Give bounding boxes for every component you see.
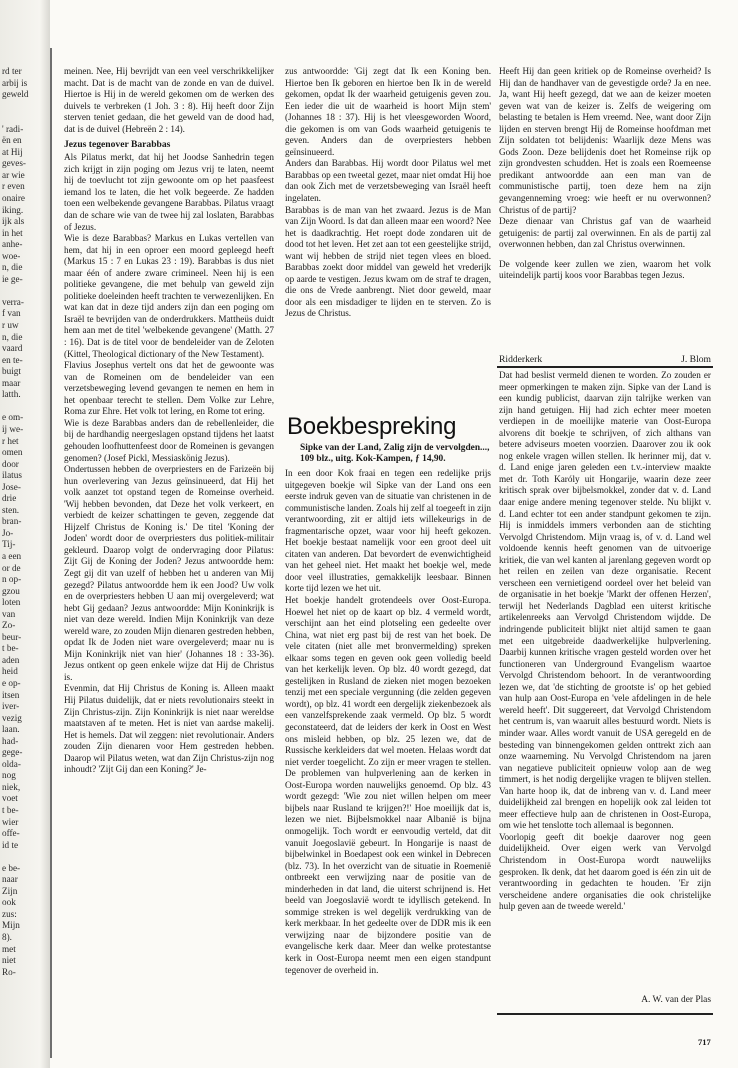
section-heading: Jezus tegenover Barabbas (64, 139, 171, 151)
margin-fragment: aden (2, 654, 20, 665)
article-column-2 (285, 66, 491, 386)
paragraph: Anders dan Barabbas. Hij wordt door Pilatus wel met Barabbas op een tweetal gezet, maar niet omdat Hij hoe dan ook Zich met de verzetsbeweging van Israël heeft ingelaten. (285, 158, 491, 204)
margin-fragment: Ro- (2, 966, 16, 977)
previous-page-fragment-column (2, 66, 48, 978)
margin-fragment: niet (2, 955, 16, 966)
margin-fragment (2, 285, 48, 297)
margin-fragment: ij we- (2, 423, 24, 434)
margin-fragment (2, 851, 48, 863)
paragraph: Ondertussen hebben de overpriesters en de Farizeën bij hun overlevering van Jezus geïnsinueerd, dat Hij het volk aanzet tot opstand tegen de Romeinse overheid. 'Wij hebben bevonden, dat Deze het volk verkeert, en verbiedt de keizer schattingen te geven, zeggende dat Hijzelf Christus de Koning is.' De titel 'Koning der Joden' wordt door de overpriesters dus politiek-militair gekleurd. Daarop volgt de ondervraging door Pilatus: Zijt Gij de Koning der Joden? Jezus antwoordde hem: Zegt gij dit van uzelf of hebben het u anderen van Mij gezegd? Pilatus antwoordde hem ik een Jood? Uw volk en de overpriesters hebben U aan mij overgeleverd; wat hebt Gij gedaan? Jezus antwoordde: Mijn Koninkrijk is niet van deze wereld. Indien Mijn Koninkrijk van deze wereld ware, zo zouden Mijn dienaren gestreden hebben, opdat Ik de Joden niet ware overgeleverd; maar nu is Mijn Koninkrijk niet van hier' (Johannes 18 : 33-36). Jezus ontkent op geen enkele wijze dat Hij de Christus is. (64, 464, 274, 682)
section-rule (497, 366, 713, 368)
margin-fragment: Zijn (2, 885, 18, 896)
margin-fragment: sten. (2, 504, 20, 515)
margin-fragment: n, die (2, 331, 23, 342)
margin-fragment (2, 112, 48, 124)
margin-fragment: ar wie (2, 169, 25, 180)
margin-fragment: 8). (2, 932, 12, 943)
margin-fragment: in het (2, 227, 23, 238)
column-divider-rule (50, 48, 52, 1058)
margin-fragment: arbij is (2, 77, 28, 88)
margin-fragment: drie (2, 493, 17, 504)
margin-fragment: ie ge- (2, 273, 23, 284)
paragraph: Voorlopig geeft dit boekje daarover nog geen duidelijkheid. Over eigen werk van Vervolgd Christendom in Oost-Europa wordt nauwelijks gesproken. Ik denk, dat het daarom goed is één zin uit de verantwoording in gedachten te houden. 'Er zijn verscheidene andere organisaties die ook christelijke hulp geven aan de tweede wereld.' (499, 831, 711, 912)
margin-fragment: Mijn (2, 920, 20, 931)
margin-fragment: r uw (2, 320, 19, 331)
margin-fragment: ijk als (2, 216, 25, 227)
paragraph: Wie is deze Barabbas? Markus en Lukas vertellen van hem, dat hij in een oproer een moord gepleegd heeft (Markus 15 : 7 en Lukas 23 : 19). Barabbas is dus niet maar één of andere zware crimineel. Neen hij is een politieke gevangene, die met behulp van geweld zijn politieke doeleinden heeft trachten te verwezenlijken. En wat kan dat in deze tijd anders zijn dan een poging om Israël te bevrijden van de onderdrukkers. Mattheüs duidt hem aan met de titel 'welbekende gevangene' (Matth. 27 : 16). Dat is de titel voor de bendeleider van de Zeloten (Kittel, Theological dictionary of the New Testament). (64, 233, 274, 359)
margin-fragment: iking. (2, 204, 24, 215)
paragraph: Dat had beslist vermeld dienen te worden. Zo zouden er meer opmerkingen te maken zijn. Sipke van der Land is een kundig publicist, daarvan zijn talrijke werken van zijn hand getuigen. Hij had zich echter meer moeten verdiepen in de moeilijke materie van Oost-Europa alvorens dit boekje te schrijven, of zich althans van betere adviseurs moeten voorzien. Daarover zou ik ook nog enkele vragen willen stellen. Ik herinner mij, dat v. d. Land enige jaren geleden een t.v.-interview maakte met dr. Toth Karóly uit Hongarije, waarin deze zeer kritisch sprak over bijbelsmokkel, zonder dat v. d. Land daar enige andere mening tegenover stelde. Nu blijkt v. d. Land echter tot een ander standpunt gekomen te zijn. Hij is inmiddels immers verbonden aan de stichting Vervolgd Christendom. Mijn vraag is, of v. d. Land wel voldoende kennis heeft genomen van de uitvoerige kritiek, die van wel kanten al jarenlang gegeven wordt op het reilen en zeilen van deze organisatie. Recent verscheen een vernietigend oordeel over het beleid van de organisatie in het boekje 'Markt der offenen Herzen', terwijl het Nederlands Dagblad een uiterst kritische artikelenreeks aan Vervolgd Christendom wijdde. De indringende publiciteit blijkt niet altijd samen te gaan met een uitgebreide daadwerkelijke hulpverlening. Daarbij kunnen kritische vragen gesteld worden over het functioneren van Underground Evangelism waartoe Vervolgd Christendom behoort. In de verantwoording lezen we, dat 'de stichting de grootste is' op het gebied van hulp aan Oost-Europa en 'vele afdelingen in de hele wereld heeft'. Dit suggereert, dat Vervolgd Christendom het centrum is, van waaruit alles bestuurd wordt. Niets is minder waar. Alles wordt vanuit de USA geregeld en de besteding van binnengekomen gelden onttrekt zich aan onze waarneming. Nu Vervolgd Christendom na jaren van negatieve publiciteit opnieuw volop aan de weg timmert, is het nodig dergelijke vragen te blijven stellen. Van harte hoop ik, dat de inbreng van v. d. Land meer duidelijkheid zal brengen en hopelijk ook zal leiden tot meer effectieve hulp aan de christenen in Oost-Europa, om wie het tenslotte toch allemaal is begonnen. (499, 370, 711, 831)
margin-fragment: latth. (2, 389, 21, 400)
signature-place: Ridderkerk (499, 354, 543, 365)
margin-fragment: ook (2, 897, 16, 908)
margin-fragment: onaire (2, 193, 25, 204)
margin-fragment: geweld (2, 89, 29, 100)
margin-fragment: loten (2, 597, 21, 608)
paragraph: Wie is deze Barabbas anders dan de rebellenleider, die bij de hardhandig neergeslagen opstand tijdens het laatst gehouden loofhuttenfeest door de Romeinen is gevangen genomen? (Josef Pickl, Messiaskönig Jezus). (64, 417, 274, 463)
margin-fragment: laan. (2, 724, 20, 735)
article-column-1 (64, 66, 274, 1056)
article-column-3 (499, 66, 711, 386)
margin-fragment: gzou (2, 585, 20, 596)
review-column-2 (499, 370, 711, 1030)
margin-fragment: ën en (2, 135, 22, 146)
review-book-details: Sipke van der Land, Zalig zijn de vervolgden..., 109 blz., uitg. Kok-Kampen, ƒ 14,90. (300, 443, 490, 465)
paragraph: Barabbas is de man van het zwaard. Jezus is de Man van Zijn Woord. Is dat dan alleen maar een woord? Nee het is daadkrachtig. Het roept dode zondaren uit de dood tot het leven. Het zet aan tot een geestelijke strijd, want wij hebben de strijd niet tegen vlees en bloed. Barabbas zoekt door middel van geweld het vrederijk op aarde te vestigen. Jezus kwam om de straf te dragen, die ons de Vrede aanbrengt. Niet door geweld, maar door als een misdadiger te lijden en te sterven. Zo is Jezus de Christus. (285, 204, 491, 319)
margin-fragment (2, 101, 48, 113)
margin-fragment: e be- (2, 862, 21, 873)
margin-fragment: ' radi- (2, 123, 24, 134)
paragraph: In een door Kok fraai en tegen een redelijke prijs uitgegeven boekje wil Sipke van der Land ons een eerste indruk geven van de situatie van christenen in de communistische landen. Zoals hij zelf al toegeeft in zijn verantwoording, zit er altijd iets willekeurigs in de fragmentarische opzet, waar voor hij heeft gekozen. Het boekje bestaat namelijk voor een groot deel uit citaten van anderen. Dat bevordert de evenwichtigheid van het geheel niet. Het maakt het boekje wel, mede door veel illustraties, gemakkelijk leesbaar. Binnen korte tijd lezen we het uit. (285, 468, 491, 594)
page-number: 717 (698, 1037, 711, 1047)
margin-fragment: n, die (2, 262, 23, 273)
margin-fragment: buigt (2, 366, 21, 377)
paragraph: Heeft Hij dan geen kritiek op de Romeinse overheid? Is Hij dan de handhaver van de gevestigde orde? Ja en nee. Ja, want Hij heeft gezegd, dat we aan de keizer moeten geven wat van de keizer is. Zelfs de weigering om belasting te betalen is Hem vreemd. Nee, want door Zijn lijden en sterven brengt Hij de Romeinse hoofdman met Zijn soldaten tot belijdenis: Waarlijk deze Mens was Gods Zoon. Deze belijdenis doet het Romeinse rijk op zijn grondvesten schudden. Het is zoals een Roemeense predikant antwoordde aan een man van de communistische partij, toen deze hem na zijn gevangenneming vroeg: wie heeft er nu overwonnen? Christus of de partij? (499, 66, 711, 215)
margin-fragment: ilatus (2, 470, 22, 481)
margin-fragment: heid (2, 666, 18, 677)
margin-fragment: a een (2, 550, 22, 561)
paragraph: Deze dienaar van Christus gaf van de waarheid getuigenis: de partij zal overwinnen. En als de partij zal overwonnen hebben, dan zal Christus overwinnen. (499, 216, 711, 250)
margin-fragment: e om- (2, 412, 24, 423)
margin-fragment: f van (2, 308, 21, 319)
signature-author: J. Blom (681, 354, 711, 365)
margin-fragment: door (2, 458, 19, 469)
review-heading: Boekbespreking (287, 413, 457, 440)
margin-fragment: e op- (2, 677, 21, 688)
margin-fragment: anhe- (2, 239, 23, 250)
margin-fragment: niek, (2, 781, 21, 792)
paragraph: De volgende keer zullen we zien, waarom het volk uiteindelijk partij koos voor Barabbas tegen Jezus. (499, 258, 711, 281)
margin-fragment: offe- (2, 828, 20, 839)
margin-fragment: wier (2, 816, 19, 827)
margin-fragment: omen (2, 447, 23, 458)
margin-fragment (2, 401, 48, 413)
margin-fragment: Tij- (2, 539, 16, 550)
margin-fragment: rd ter (2, 66, 22, 76)
margin-fragment: gege- (2, 747, 23, 758)
margin-fragment: en te- (2, 354, 23, 365)
margin-fragment: id te (2, 839, 19, 850)
margin-fragment: zus: (2, 908, 17, 919)
margin-fragment: woe- (2, 250, 21, 261)
margin-fragment: vezig (2, 712, 22, 723)
margin-fragment: met (2, 943, 16, 954)
margin-fragment: r even (2, 181, 25, 192)
margin-fragment: verra- (2, 296, 24, 307)
margin-fragment: at Hij (2, 146, 23, 157)
paragraph: meinen. Nee, Hij bevrijdt van een veel verschrikkelijker macht. Dat is de macht van de zonde en van de duivel. Hiertoe is Hij in de wereld gekomen om de werken des duivels te verbreken (1 Joh. 3 : 8). Hij heeft door Zijn sterven teniet gedaan, die het geweld van de dood had, dat is de duivel (Hebreën 2 : 14). (64, 66, 274, 134)
paragraph: Het boekje handelt grotendeels over Oost-Europa. Hoewel het niet op de kaart op blz. 4 vermeld wordt, verschijnt aan het eind plotseling een gedeelte over China, wat niet erg past bij de rest van het boek. De vele citaten (niet alle met bronvermelding) spreken elkaar soms tegen en geven ook geen volledig beeld van het kerkelijk leven. Op blz. 40 wordt gezegd, dat gestelijken in Rusland de zieken niet mogen bezoeken tenzij met een speciale vergunning (die zelden gegeven wordt), op blz. 41 wordt een dergelijk ziekenbezoek als een vanzelfsprekende zaak vermeld. Op blz. 5 wordt geconstateerd, dat de leiders der kerk in Oost en West ons misleid hebben, op blz. 25 lezen we, dat de Russische kerkleiders dat wel moeten. Helaas wordt dat niet verder toegelicht. Zo zijn er meer vragen te stellen. De problemen van hulpverlening aan de kerken in Oost-Europa worden nauwelijks genoemd. Op blz. 43 wordt gezegd: 'Wie zou niet willen helpen om meer bijbels naar Rusland te krijgen?!' Hoe moeilijk dat is, lezen we niet. Bijbelsmokkel naar Albanië is bijna onmogelijk. Toch wordt er eenvoudig verteld, dat dit vanuit Joegoslavië gebeurt. In Hongarije is naast de bijbelwinkel in Boedapest ook een winkel in Debrecen (blz. 73). In het overzicht van de situatie in Roemenië ontbreekt een verwijzing naar de positie van de minderheden in dat land, die uiterst schrijnend is. Het beeld van Joegoslavië wordt te idyllisch getekend. In sommige streken is wel degelijk verdrukking van de kerk merkbaar. In het gedeelte over de DDR mis ik een verwijzing naar de bijzondere positie van de evangelische kerk daar. Meer dan welke protestantse kerk in Oost-Europa neemt men een eigen standpunt tegenover de overheid in. (285, 595, 491, 975)
margin-fragment: Jo- (2, 527, 14, 538)
margin-fragment: vaard (2, 343, 23, 354)
margin-fragment: itsen (2, 689, 20, 700)
paragraph: Evenmin, dat Hij Christus de Koning is. Alleen maakt Hij Pilatus duidelijk, dat er niets revolutionairs steekt in Zijn Christus-zijn. Zijn Koninkrijk is niet naar wereldse maatstaven af te meten. Het is niet van aardse makelij. Het is hemels. Dat wil zeggen: niet revolutionair. Anders zouden Zijn dienaren voor Hem gestreden hebben. Daarop wil Pilatus weten, wat dan Zijn Christus-zijn nog inhoudt? 'Zijt Gij dan een Koning?' Je- (64, 683, 274, 775)
review-column-1 (285, 468, 491, 1028)
margin-fragment: t be- (2, 643, 19, 654)
margin-fragment: voet (2, 793, 18, 804)
margin-fragment: geves- (2, 158, 26, 169)
margin-fragment: naar (2, 874, 18, 885)
margin-fragment: bran- (2, 516, 22, 527)
margin-fragment: Zo- (2, 620, 16, 631)
paragraph: Flavius Josephus vertelt ons dat het de gewoonte was van de Romeinen om de bendeleider van een verzetsbeweging levend gevangen te nemen en hem in het openbaar terecht te stellen. Dem Volke zur Lehre, Roma zur Ehre. Het volk tot lering, en Rome tot ering. (64, 360, 274, 417)
margin-fragment: Jose- (2, 481, 21, 492)
margin-fragment: or de (2, 562, 21, 573)
margin-fragment: beur- (2, 631, 22, 642)
margin-fragment: olda- (2, 758, 21, 769)
paragraph: zus antwoordde: 'Gij zegt dat Ik een Koning ben. Hiertoe ben Ik geboren en hiertoe ben Ik in de wereld gekomen, opdat Ik der waarheid getuigenis geven zou. Een ieder die uit de waarheid is hoort Mijn stem' (Johannes 18 : 37). Hij is het vleesgeworden Woord, die gekomen is om van Gods waarheid getuigenis te geven. Anders dan de overpriesters hebben geïnsinueerd. (285, 66, 491, 157)
margin-fragment: had- (2, 735, 19, 746)
article-signature (499, 354, 711, 365)
margin-fragment: van (2, 608, 16, 619)
margin-fragment: r het (2, 435, 19, 446)
margin-fragment: t be- (2, 805, 19, 815)
margin-fragment: iver- (2, 701, 20, 712)
paragraph: Als Pilatus merkt, dat hij het Joodse Sanhedrin tegen zich krijgt in zijn poging om Jezus vrij te laten, neemt hij de toevlucht tot zijn gewoonte om op het paasfeest iemand los te laten, die het volk begeerde. Ze hadden toen een welbekende gevangene Barabbas. Pilatus vraagt dan de schare wie van de twee hij zal loslaten, Barabbas of Jezus. (64, 152, 274, 232)
bottom-rule (497, 1013, 713, 1015)
margin-fragment: nog (2, 770, 16, 781)
margin-fragment: maar (2, 377, 21, 388)
review-author: A. W. van der Plas (641, 995, 711, 1005)
margin-fragment: n op- (2, 574, 22, 585)
